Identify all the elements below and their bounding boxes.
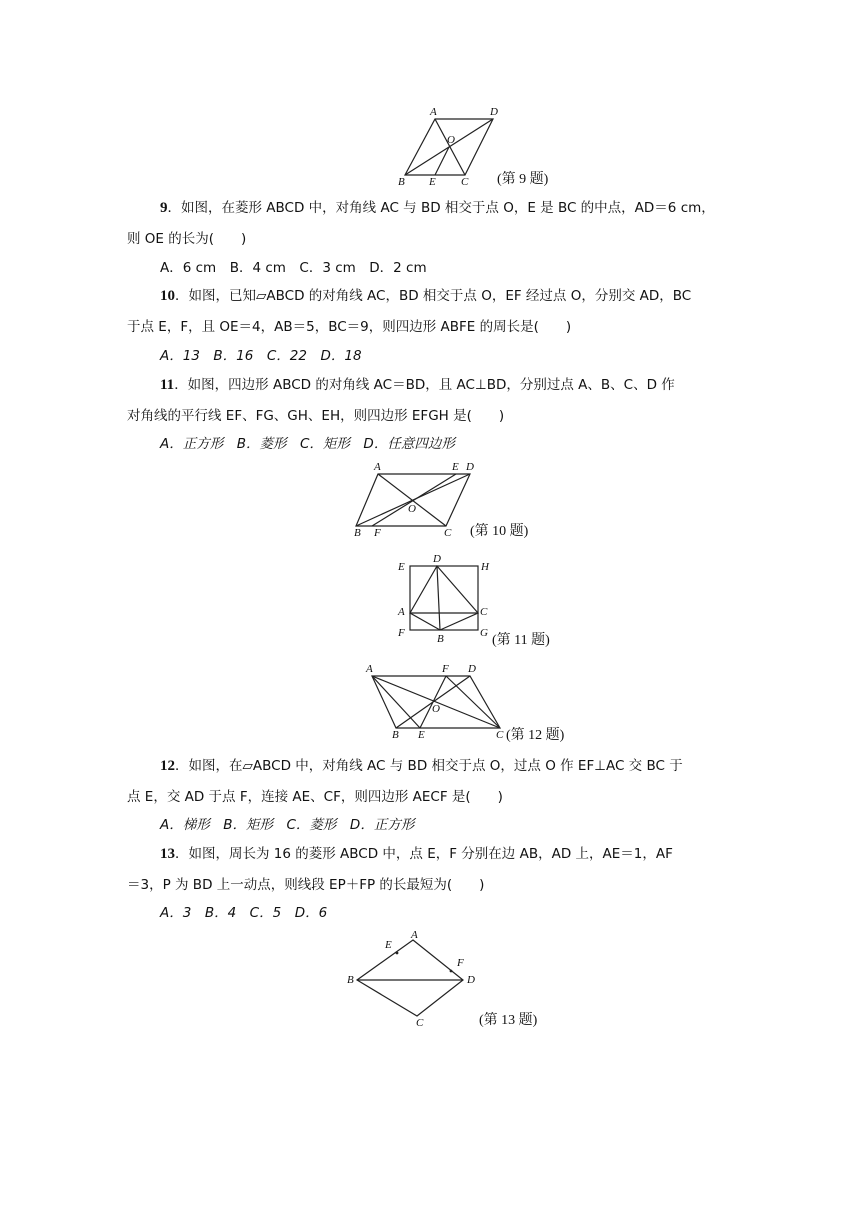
q10-line-1 [127,281,747,312]
q13-text-1: ．如图，周长为 16 的菱形 ABCD 中，点 E，F 分别在边 AB，AD 上，AE＝1，AF [175,846,673,862]
fig11-label-c: C [480,606,488,618]
fig11-label-h: H [481,561,489,573]
fig13-label-f: F [457,957,464,969]
question-12 [127,751,747,813]
q13-line-1 [127,839,747,870]
fig10-label-d: D [466,461,474,473]
question-11 [127,370,747,432]
q10-line-2: 于点 E，F，且 OE＝4，AB＝5，BC＝9，则四边形 ABFE 的周长是( ) [127,319,572,335]
fig13-label-b: B [347,974,354,986]
fig11-label-g: G [480,627,488,639]
fig9-label-c: C [461,176,469,188]
fig12-diagonal-ac [372,676,500,728]
figure-12 [362,660,582,745]
q9-line-1 [127,193,747,224]
fig9-label-d: D [490,106,498,118]
q12-options: A．梯形 B．矩形 C．菱形 D．正方形 [160,817,415,833]
fig13-point-f [450,970,453,973]
q11-text-1: ．如图，四边形 ABCD 的对角线 AC＝BD，且 AC⊥BD，分别过点 A、B、C、D 作 [174,377,675,393]
q10-options: A．13 B．16 C．22 D．18 [160,348,362,364]
q13-number: 13 [160,846,175,862]
fig13-point-e [396,952,399,955]
fig10-label-f: F [374,527,381,539]
q10-text-1: ．如图，已知▱ABCD 的对角线 AC，BD 相交于点 O，EF 经过点 O，分别交 AD，BC [175,288,692,304]
fig10-caption: (第 10 题) [470,524,529,539]
fig11-quad-abcd [410,566,478,630]
q9-line-2: 则 OE 的长为( ) [127,231,247,247]
fig13-caption: (第 13 题) [479,1013,538,1028]
fig10-label-c: C [444,527,452,539]
fig12-label-o: O [432,703,440,715]
fig12-label-e: E [418,729,425,741]
fig10-label-a: A [374,461,381,473]
q13-options: A．3 B．4 C．5 D．6 [160,905,328,921]
question-10 [127,281,747,343]
fig12-segment-ef [420,676,446,728]
fig13-label-c: C [416,1017,424,1029]
q11-line-1 [127,370,747,401]
fig9-label-a: A [430,106,437,118]
figure-10 [352,460,552,545]
fig9-label-e: E [429,176,436,188]
fig12-segment-ae [372,676,420,728]
fig11-diagonal-bd [437,566,440,630]
q13-line-2: ＝3，P 为 BD 上一动点，则线段 EP＋FP 的长最短为( ) [127,877,485,893]
fig11-square-efgh [410,566,478,630]
q11-line-2: 对角线的平行线 EF、FG、GH、EH，则四边形 EFGH 是( ) [127,408,505,424]
fig11-label-a: A [398,606,405,618]
fig11-label-b: B [437,633,444,645]
q12-number: 12 [160,758,175,774]
fig10-label-b: B [354,527,361,539]
figure-13 [345,930,565,1030]
fig11-label-f: F [398,627,405,639]
q9-text-1: ．如图，在菱形 ABCD 中，对角线 AC 与 BD 相交于点 O，E 是 BC 的中点，AD＝6 cm， [167,200,715,216]
fig9-label-b: B [398,176,405,188]
q11-number: 11 [160,377,175,393]
question-9 [127,193,747,255]
fig10-segment-ef [372,474,456,526]
fig10-label-o: O [408,503,416,515]
q10-number: 10 [160,288,175,304]
fig13-label-a: A [411,929,418,941]
fig12-label-a: A [366,663,373,675]
fig13-label-e: E [385,939,392,951]
figure-11 [395,552,565,652]
question-13 [127,839,747,901]
fig9-caption: (第 9 题) [497,172,549,187]
fig10-label-e: E [452,461,459,473]
fig12-label-d: D [468,663,476,675]
fig12-label-f: F [442,663,449,675]
fig12-caption: (第 12 题) [506,728,565,743]
fig12-label-b: B [392,729,399,741]
fig12-segment-cf [446,676,500,728]
q12-line-1 [127,751,747,782]
fig13-label-d: D [467,974,475,986]
q12-text-1: ．如图，在▱ABCD 中，对角线 AC 与 BD 相交于点 O，过点 O 作 EF⊥AC 交 BC 于 [175,758,683,774]
fig12-label-c: C [496,729,504,741]
fig11-caption: (第 11 题) [492,633,550,648]
q12-line-2: 点 E，交 AD 于点 F，连接 AE、CF，则四边形 AECF 是( ) [127,789,503,805]
q9-number: 9 [160,200,168,216]
q11-options: A．正方形 B．菱形 C．矩形 D．任意四边形 [160,436,455,452]
fig11-label-d: D [433,553,441,565]
figure-9 [395,105,575,190]
fig13-rhombus [357,940,463,1016]
fig9-label-o: O [447,134,455,146]
q9-options: A．6 cm B．4 cm C．3 cm D．2 cm [160,260,427,276]
fig11-label-e: E [398,561,405,573]
